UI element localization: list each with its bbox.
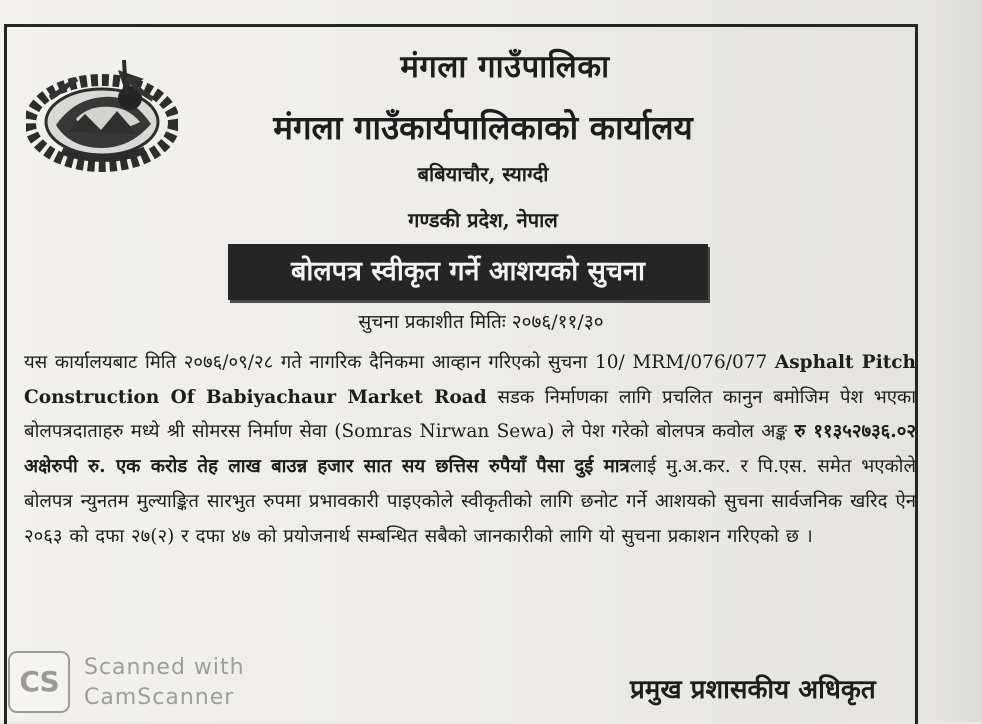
office-name: मंगला गाउँकार्यपालिकाको कार्यालय [273,108,693,147]
camscanner-logo-icon: CS [8,651,70,713]
camscanner-watermark [8,651,258,717]
paragraph-intro-text: यस कार्यालयबाट मिति २०७६/०९/२८ गते नागरिक दैनिकमा आव्हान गरिएको सुचना 10/ MRM/076/077 [24,352,775,373]
province-country: गण्डकी प्रदेश, नेपाल [408,208,558,232]
project-name: Asphalt Pitch Construction Of Babiyachaur Market Road [24,352,916,408]
watermark-line-2: CamScanner [84,685,235,710]
office-address: बबियाचौर, स्याग्दी [417,162,549,186]
municipality-name: मंगला गाउँपालिका [400,49,610,85]
signatory-title: प्रमुख प्रशासकीय अधिकृत [630,675,876,705]
paragraph-bidder-text: सडक निर्माणका लागि प्रचलित कानुन बमोजिम पेश भएका बोलपत्रदाताहरु मध्ये श्री सोमरस निर्माण सेवा (Somras Nirwan Sewa) ले पेश गरेको बोलपत्र कवोल अङ्क [24,386,917,443]
paragraph-closing-text: लाई मु.अ.कर. र पि.एस. समेत भएकोले बोलपत्र न्युनतम मुल्याङ्कित सारभुत रुपमा प्रभावकारी पाइएकोले स्वीकृतीको लागि छनोट गर्ने आशयको सुचना सार्वजनिक खरिद ऐन २०६३ को दफा २७(२) र दफा ४७ को प्रयोजनार्थ सम्बन्धित सबैको जानकारीको लागि यो सुचना प्रकाशन गरिएको छ । [24,456,916,547]
notice-body-paragraph [24,346,916,554]
watermark-text [84,653,245,713]
bid-amount: रु ११३५२७३६.०२ अक्षेरुपी रु. एक करोड तेह लाख बाउन्न हजार सात सय छत्तिस रुपैयाँ पैसा दुई मात्र [24,421,916,478]
published-date: सुचना प्रकाशीत मितिः २०७६/११/३० [358,311,604,333]
watermark-line-1: Scanned with [84,655,245,680]
scan-edge-shadow [940,0,982,722]
notice-title: बोलपत्र स्वीकृत गर्ने आशयको सुचना [228,244,708,300]
